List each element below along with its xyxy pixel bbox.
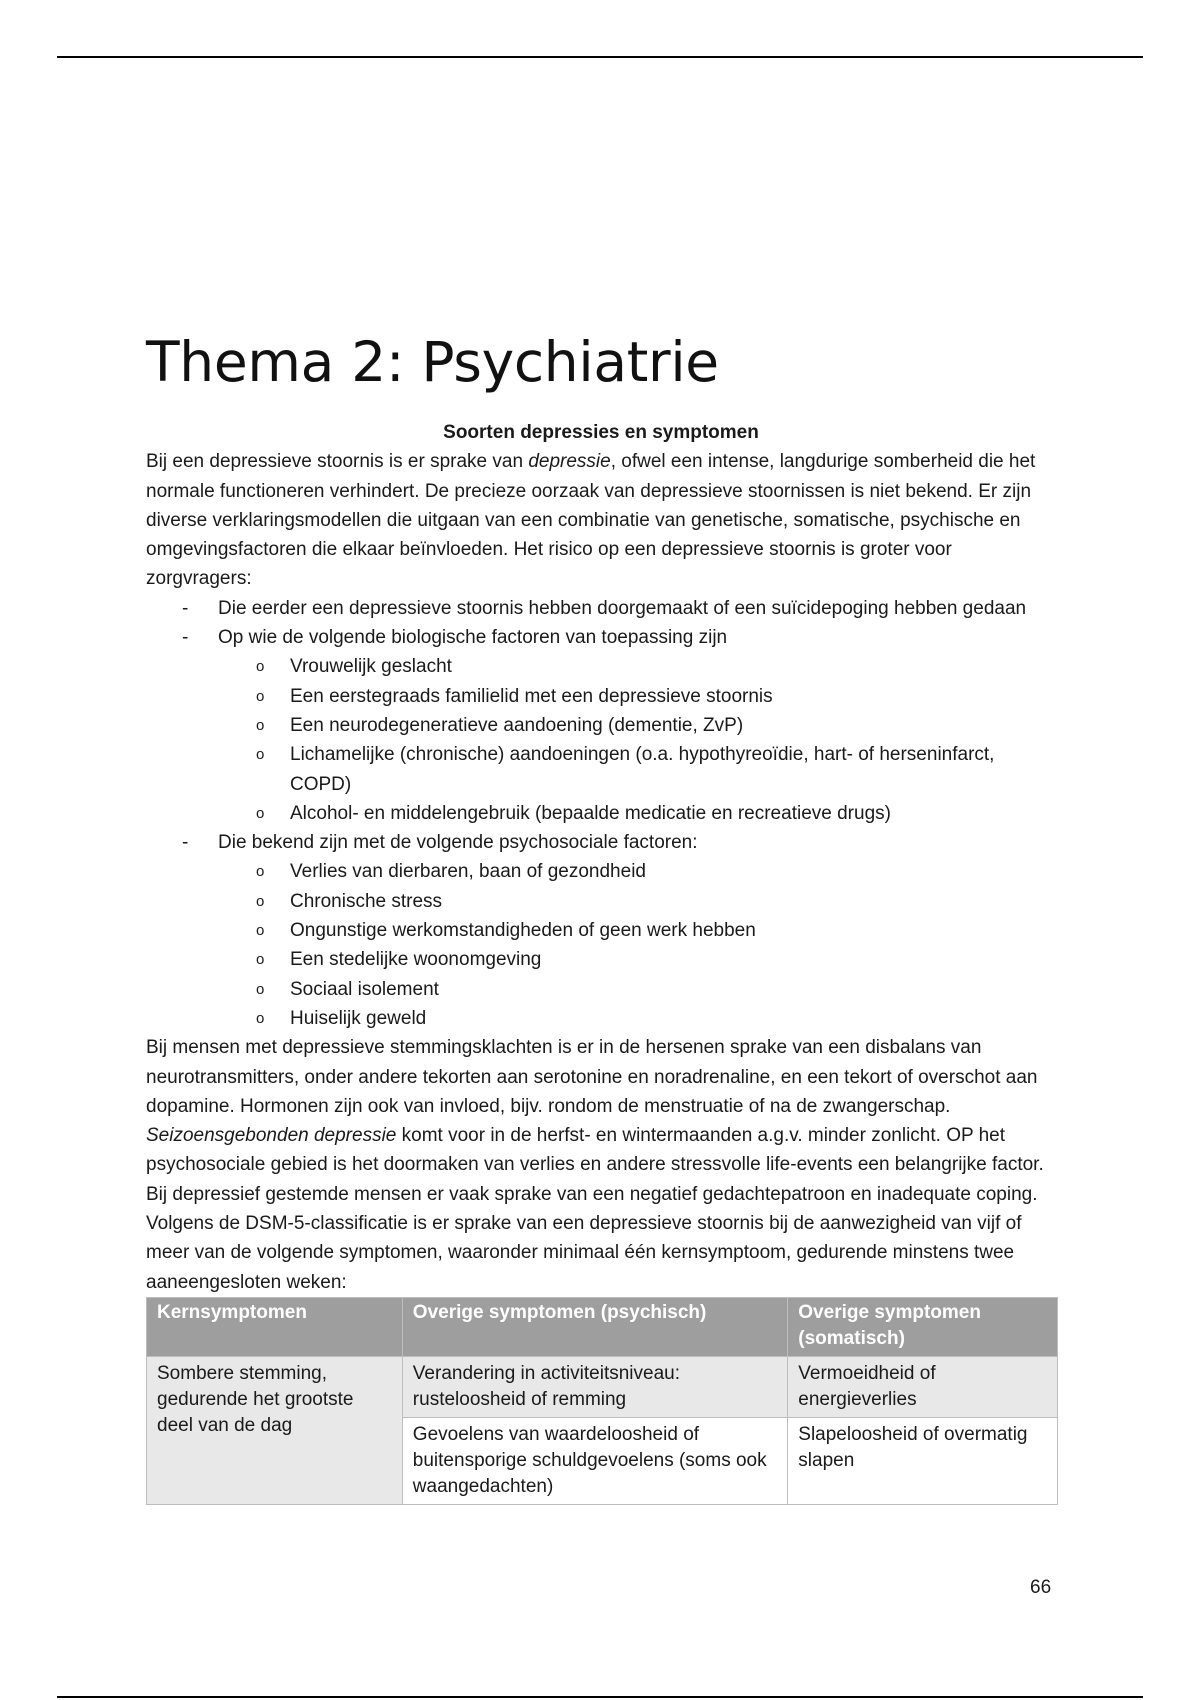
sub-list-item (146, 711, 1056, 740)
circle-bullet: o (256, 1009, 265, 1027)
header-rule (57, 56, 1143, 58)
body-text-1: Bij mensen met depressieve stemmingsklachten is er in de hersenen sprake van een disbalans van neurotransmitters, onder andere tekorten aan serotonine en noradrenaline, en een tekort of overschot aan dopamine. Hormonen zijn ook van invloed, bijv. rondom de menstruatie of na de zwangerschap. (146, 1037, 1038, 1117)
sub-list-item (146, 887, 1056, 916)
body-text-2: komt voor in de herfst- en wintermaanden a.g.v. minder zonlicht. OP het psychosociale gebied is het doormaken van verlies en andere stressvolle life-events een belangrijke factor. Bij depressief gestemde mensen er vaak sprake van een negatief gedachtepatroon en inadequate coping. Volgens de DSM-5-classificatie is er sprake van een depressieve stoornis bij de aanwezigheid van vijf of meer van de volgende symptomen, waaronder minimaal één kernsymptoom, gedurende minstens twee aaneengesloten weken: (146, 1125, 1044, 1293)
footer-rule (57, 1696, 1143, 1698)
table-cell: Vermoeidheid of energieverlies (788, 1356, 1058, 1417)
list-item-text: Die eerder een depressieve stoornis hebben doorgemaakt of een suïcidepoging hebben gedaan (218, 597, 1027, 619)
sub-list-item (146, 740, 1056, 799)
circle-bullet: o (256, 658, 265, 676)
sub-list-item (146, 682, 1056, 711)
dash-bullet: - (182, 627, 189, 649)
psychosocial-factor-list (218, 857, 1056, 1033)
page-content (146, 330, 1056, 1505)
table-header-cell: Overige symptomen (somatisch) (788, 1297, 1058, 1356)
list-item-text: Op wie de volgende biologische factoren van toepassing zijn (218, 627, 728, 649)
sub-item-text: Ongunstige werkomstandigheden of geen werk hebben (290, 920, 756, 942)
risk-factor-list (146, 594, 1056, 1033)
table-cell: Verandering in activiteitsniveau: rusteloosheid of remming (402, 1356, 787, 1417)
sub-list-item (146, 1004, 1056, 1033)
circle-bullet: o (256, 746, 265, 764)
sub-item-text: Sociaal isolement (290, 978, 439, 1000)
sub-item-text: Alcohol- en middelengebruik (bepaalde medicatie en recreatieve drugs) (290, 802, 891, 824)
sub-list-item (146, 916, 1056, 945)
circle-bullet: o (256, 892, 265, 910)
body-paragraph (146, 1033, 1056, 1297)
table-header-cell: Overige symptomen (psychisch) (402, 1297, 787, 1356)
circle-bullet: o (256, 716, 265, 734)
list-item (146, 623, 1056, 828)
body-term: Seizoensgebonden depressie (146, 1125, 397, 1147)
sub-item-text: Een stedelijke woonomgeving (290, 949, 542, 971)
list-item-text: Die bekend zijn met de volgende psychosociale factoren: (218, 832, 698, 854)
table-cell: Slapeloosheid of overmatig slapen (788, 1417, 1058, 1504)
dash-bullet: - (182, 597, 189, 619)
sub-item-text: Chronische stress (290, 890, 443, 912)
sub-item-text: Verlies van dierbaren, baan of gezondheid (290, 861, 646, 883)
intro-text-2: , ofwel een intense, langdurige somberheid die het normale functioneren verhindert. De precieze oorzaak van depressieve stoornissen is niet bekend. Er zijn diverse verklaringsmodellen die uitgaan van een combinatie van genetische, somatische, psychische en omgevingsfactoren die elkaar beïnvloeden. Het risico op een depressieve stoornis is groter voor zorgvragers: (146, 451, 1036, 590)
circle-bullet: o (256, 863, 265, 881)
dash-bullet: - (182, 832, 189, 854)
sub-list-item (146, 857, 1056, 886)
circle-bullet: o (256, 922, 265, 940)
sub-list-item (146, 799, 1056, 828)
table-header-row (147, 1297, 1058, 1356)
sub-item-text: Lichamelijke (chronische) aandoeningen (o.a. hypothyreoïdie, hart- of herseninfarct, COPD) (290, 744, 995, 795)
circle-bullet: o (256, 951, 265, 969)
list-item (146, 828, 1056, 1033)
page-number: 66 (1030, 1577, 1052, 1598)
sub-item-text: Huiselijk geweld (290, 1007, 427, 1029)
chapter-title: Thema 2: Psychiatrie (146, 330, 719, 394)
sub-list-item (146, 975, 1056, 1004)
circle-bullet: o (256, 687, 265, 705)
sub-list-item (146, 652, 1056, 681)
symptoms-table (146, 1297, 1058, 1505)
sub-list-item (146, 945, 1056, 974)
table-header-cell: Kernsymptomen (147, 1297, 403, 1356)
section-title: Soorten depressies en symptomen (443, 422, 759, 443)
circle-bullet: o (256, 804, 265, 822)
sub-item-text: Een neurodegeneratieve aandoening (dementie, ZvP) (290, 714, 744, 736)
intro-term: depressie (528, 451, 611, 473)
core-symptom-cell: Sombere stemming, gedurende het grootste deel van de dag (147, 1356, 403, 1504)
table-row (147, 1356, 1058, 1417)
biological-factor-list (218, 652, 1056, 828)
table-cell: Gevoelens van waardeloosheid of buitensporige schuldgevoelens (soms ook waangedachten) (402, 1417, 787, 1504)
sub-item-text: Vrouwelijk geslacht (290, 656, 452, 678)
intro-text-1: Bij een depressieve stoornis is er sprake van (146, 451, 529, 473)
sub-item-text: Een eerstegraads familielid met een depressieve stoornis (290, 685, 773, 707)
list-item (146, 594, 1056, 623)
circle-bullet: o (256, 980, 265, 998)
intro-paragraph (146, 447, 1056, 593)
